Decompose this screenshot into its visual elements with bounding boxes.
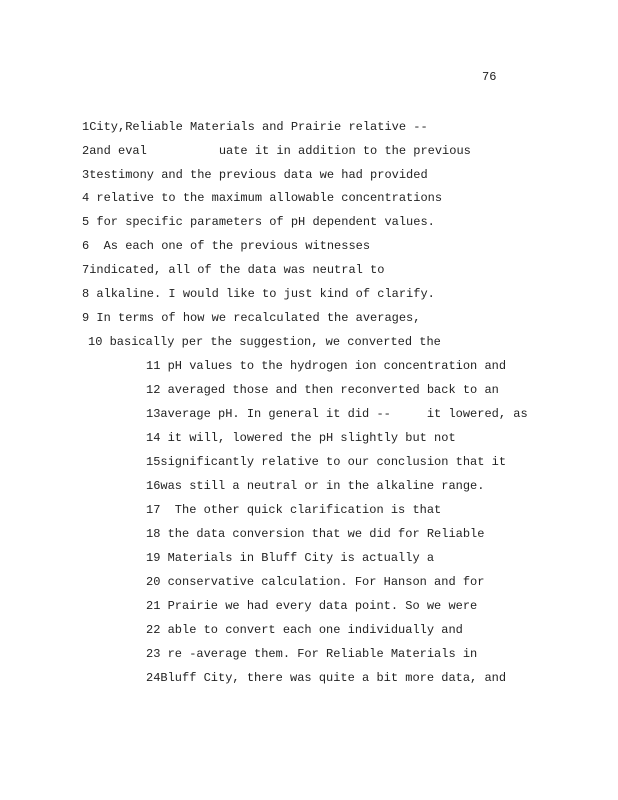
transcript-line-21: 21 Prairie we had every data point. So we were: [146, 599, 478, 613]
transcript-line-6: 6 As each one of the previous witnesses: [82, 239, 371, 253]
transcript-line-16: 16was still a neutral or in the alkaline range.: [146, 479, 485, 493]
transcript-line-9: 9 In terms of how we recalculated the averages,: [82, 311, 421, 325]
transcript-line-24: 24Bluff City, there was quite a bit more data, and: [146, 671, 507, 685]
transcript-line-11: 11 pH values to the hydrogen ion concentration and: [146, 359, 507, 373]
transcript-line-23: 23 re -average them. For Reliable Materials in: [146, 647, 478, 661]
transcript-line-2: 2and eval uate it in addition to the previous: [82, 144, 471, 158]
transcript-line-4: 4 relative to the maximum allowable concentrations: [82, 191, 443, 205]
transcript-line-19: 19 Materials in Bluff City is actually a: [146, 551, 435, 565]
transcript-line-5: 5 for specific parameters of pH dependent values.: [82, 215, 435, 229]
transcript-line-12: 12 averaged those and then reconverted back to an: [146, 383, 499, 397]
transcript-line-18: 18 the data conversion that we did for Reliable: [146, 527, 485, 541]
transcript-line-7: 7indicated, all of the data was neutral to: [82, 263, 385, 277]
transcript-line-17: 17 The other quick clarification is that: [146, 503, 442, 517]
transcript-line-1: 1City,Reliable Materials and Prairie relative --: [82, 120, 428, 134]
transcript-line-14: 14 it will, lowered the pH slightly but not: [146, 431, 456, 445]
transcript-line-3: 3testimony and the previous data we had provided: [82, 168, 428, 182]
transcript-line-20: 20 conservative calculation. For Hanson and for: [146, 575, 485, 589]
transcript-line-10: 10 basically per the suggestion, we converted the: [88, 335, 441, 349]
transcript-line-8: 8 alkaline. I would like to just kind of clarify.: [82, 287, 435, 301]
page-number: 76: [482, 70, 497, 84]
transcript-line-15: 15significantly relative to our conclusion that it: [146, 455, 507, 469]
transcript-line-22: 22 able to convert each one individually and: [146, 623, 463, 637]
transcript-line-13: 13average pH. In general it did -- it lowered, as: [146, 407, 528, 421]
